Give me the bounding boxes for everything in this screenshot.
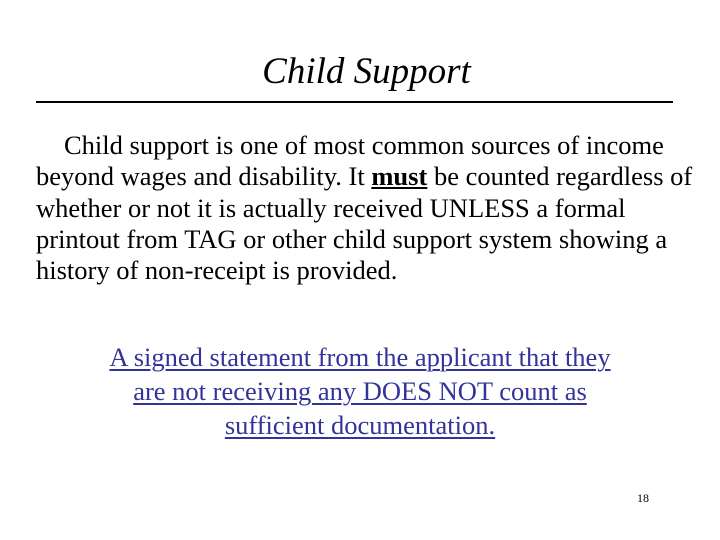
note-line-3: sufficient documentation.	[224, 410, 496, 440]
note-line-2: are not receiving any DOES NOT count as	[133, 376, 587, 406]
body-text-part2: be counted regardless of whether or not it is actually received UNLESS a formal printout from TAG or other child support system showing a history of non-receipt is provided.	[36, 161, 693, 286]
body-paragraph	[36, 130, 696, 286]
page-number: 18	[637, 491, 649, 505]
emphasis-must: must	[371, 161, 428, 192]
body-text-part1: Child support is one of most common sources of income beyond wages and disability. It	[36, 130, 664, 192]
documentation-note	[36, 340, 684, 442]
title-divider	[36, 101, 673, 103]
slide-title: Child Support	[262, 51, 471, 92]
note-line-1: A signed statement from the applicant that they	[109, 342, 611, 372]
